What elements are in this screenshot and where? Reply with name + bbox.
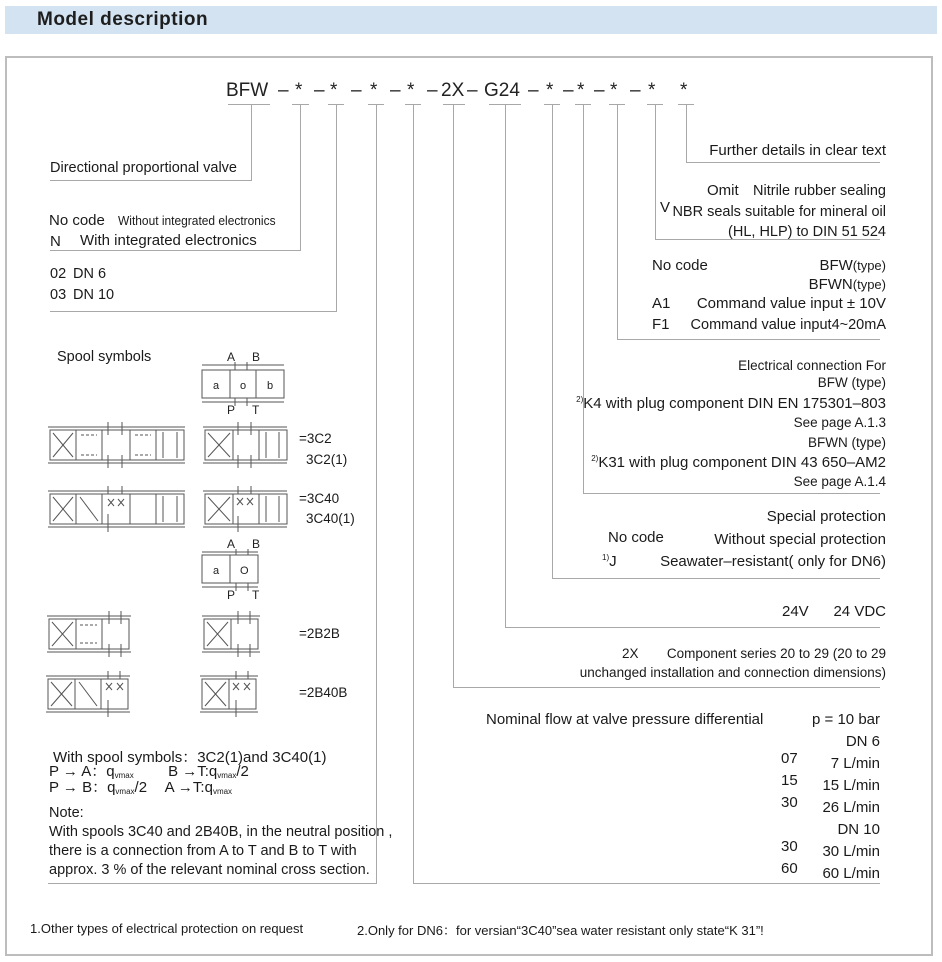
- flow-value: 60 L/min: [822, 865, 880, 882]
- note-line-3: approx. 3 % of the relevant nominal cross section.: [49, 862, 370, 878]
- page-title: Model description: [37, 9, 209, 30]
- footnote-ref: 2): [591, 454, 599, 463]
- flow-row-2-b: A →T:q: [164, 779, 213, 796]
- type-bfw: BFW: [819, 257, 853, 274]
- electrical-k4: [576, 395, 886, 412]
- electrical-k31-page: See page A.1.4: [793, 474, 886, 489]
- electronics-code-nocode: No code: [49, 212, 105, 229]
- leader-further-h: [686, 162, 880, 163]
- spool-symbol-2b40b: [200, 670, 265, 720]
- flow-code: 30: [781, 838, 798, 855]
- leader-spool: [376, 104, 377, 884]
- spool-code-3c40: =3C40: [299, 491, 340, 506]
- code-star-electrical: *: [577, 80, 585, 101]
- electronics-code-n: N: [50, 233, 61, 250]
- flow-row-2-b-sub: vmax: [212, 787, 233, 796]
- electrical-title: Electrical connection For: [738, 358, 886, 373]
- spool-symbol-3c2-full: [48, 420, 188, 470]
- size-code-03: 03: [50, 287, 67, 303]
- spool-symbol-2b2b: [202, 610, 267, 660]
- port-a-label: A: [227, 537, 236, 551]
- code-dash: –: [278, 80, 289, 101]
- code-dash: –: [351, 80, 362, 101]
- flow-value: 30 L/min: [822, 843, 880, 860]
- special-desc-j: Seawater–resistant( only for DN6): [660, 553, 886, 570]
- position-b-label: b: [267, 380, 274, 392]
- code-voltage: G24: [484, 80, 520, 101]
- spool-code-3c2: =3C2: [299, 431, 332, 446]
- code-star-electronics: *: [295, 80, 303, 101]
- leader-voltage: [505, 104, 506, 628]
- spool-symbols-title: Spool symbols: [57, 349, 152, 365]
- special-code-nocode: No code: [608, 529, 664, 546]
- flow-row-1-a: P → A：q: [49, 763, 115, 780]
- code-star-spool: *: [370, 80, 378, 101]
- leader-electrical-h: [583, 493, 880, 494]
- spool-symbol-3c40: [203, 484, 293, 534]
- port-t-label: T: [252, 403, 260, 417]
- special-title: Special protection: [766, 508, 886, 525]
- series-desc-2: unchanged installation and connection dimensions): [579, 665, 886, 680]
- electrical-k4-page: See page A.1.3: [793, 415, 886, 430]
- footnote-1: 1.Other types of electrical protection on request: [30, 921, 304, 936]
- section-header: [5, 6, 937, 34]
- leader-electrical: [583, 104, 584, 494]
- spool-code-2b40b: =2B40B: [299, 685, 348, 700]
- voltage-desc: 24 VDC: [833, 603, 886, 620]
- leader-voltage-h: [505, 627, 880, 628]
- flow-row-2-a-sub: vmax: [115, 787, 135, 796]
- underline: [443, 104, 465, 105]
- electrical-k4-text: K4 with plug component DIN EN 175301–803: [583, 395, 886, 412]
- leader-flow: [413, 104, 414, 884]
- flow-value: 15 L/min: [822, 777, 880, 794]
- seal-desc-v-1: NBR seals suitable for mineral oil: [672, 204, 886, 220]
- leader-special: [552, 104, 553, 579]
- position-o-label: o: [240, 380, 247, 392]
- code-dash: –: [594, 80, 605, 101]
- flow-row-1-b: B →T:q: [168, 763, 218, 780]
- flow-code: 60: [781, 860, 798, 877]
- electronics-desc-nocode: Without integrated electronics: [118, 213, 276, 228]
- code-dash: –: [528, 80, 539, 101]
- flow-code: 07: [781, 750, 798, 767]
- code-dash: –: [563, 80, 574, 101]
- flow-row-2-a-tail: /2: [134, 779, 148, 796]
- size-desc-03: DN 10: [73, 287, 115, 303]
- seal-code-v: V: [660, 199, 671, 216]
- spool-symbol-2b2b-full: [47, 610, 137, 660]
- leader-series-h: [453, 687, 880, 688]
- special-code-j: [602, 553, 617, 570]
- code-bfw: BFW: [226, 80, 269, 101]
- leader-electronics-h: [50, 250, 301, 251]
- valve-type-label: Directional proportional valve: [50, 160, 237, 176]
- electrical-k31: [591, 454, 886, 471]
- flow-row-1-b-sub: vmax: [217, 771, 237, 780]
- flow-code: 30: [781, 794, 798, 811]
- flow-value: 26 L/min: [822, 799, 880, 816]
- note-title: Note:: [49, 805, 84, 821]
- code-star-command: *: [610, 80, 618, 101]
- spool-symbol-3c40-full: [48, 484, 188, 534]
- note-line-2: there is a connection from A to T and B to T with: [49, 843, 357, 859]
- spool-code-3c40-1: 3C40(1): [306, 511, 355, 526]
- footnote-2: 2.Only for DN6：for versian“3C40”sea water resistant only state“K 31”!: [357, 923, 764, 938]
- code-dash: –: [390, 80, 401, 101]
- size-desc-02: DN 6: [73, 266, 107, 282]
- code-star-seals: *: [648, 80, 656, 101]
- port-p-label: P: [227, 588, 236, 602]
- special-desc-nocode: Without special protection: [714, 531, 886, 548]
- position-a-label: a: [213, 565, 220, 577]
- code-dash: –: [427, 80, 438, 101]
- flow-pressure: p = 10 bar: [812, 711, 880, 728]
- electronics-desc-n: With integrated electronics: [80, 232, 257, 249]
- note-line-1: With spools 3C40 and 2B40B, in the neutral position ,: [49, 824, 393, 840]
- code-dash: –: [630, 80, 641, 101]
- series-desc-1: Component series 20 to 29 (20 to 29: [666, 646, 886, 661]
- flow-row-1-a-sub: vmax: [114, 771, 134, 780]
- code-star-flow: *: [407, 80, 415, 101]
- type-bfwn: BFWN: [808, 276, 853, 293]
- seal-desc-omit: Nitrile rubber sealing: [753, 183, 886, 199]
- code-star-further: *: [680, 80, 688, 101]
- spool-symbol-2b40b-full: [46, 670, 136, 720]
- command-code-a1: A1: [652, 295, 671, 312]
- command-bfw-type: [819, 257, 886, 274]
- command-desc-f1: Command value input4~20mA: [690, 317, 886, 333]
- spool-reference-2pos: [200, 535, 280, 605]
- leader-command-h: [617, 339, 880, 340]
- seal-desc-v-2: (HL, HLP) to DIN 51 524: [728, 224, 886, 240]
- flow-row-2: [49, 780, 232, 800]
- leader-size-h: [50, 311, 337, 312]
- leader-valve-type: [251, 104, 252, 181]
- leader-valve-type-h: [50, 180, 252, 181]
- type-label: (type): [852, 277, 886, 292]
- leader-flow-h: [413, 883, 880, 884]
- code-dash: –: [467, 80, 478, 101]
- electrical-bfwn-type: BFWN (type): [807, 435, 886, 450]
- leader-series: [453, 104, 454, 688]
- code-star-size: *: [330, 80, 338, 101]
- spool-symbol-3c2: [203, 420, 293, 470]
- command-code-f1: F1: [652, 316, 670, 333]
- electrical-bfw-type: BFW (type): [817, 375, 886, 390]
- flow-row-1-b-tail: /2: [236, 763, 249, 780]
- footnote-ref: 2): [576, 395, 584, 404]
- command-bfwn-type: [809, 276, 886, 293]
- voltage-code: 24V: [782, 603, 809, 620]
- flow-title-right: Nominal flow at valve pressure differential: [486, 711, 764, 728]
- size-code-02: 02: [50, 266, 67, 282]
- flow-group-dn6: DN 6: [845, 733, 880, 750]
- spool-code-2b2b: =2B2B: [299, 626, 340, 641]
- flow-title: With spool symbols：3C2(1)and 3C40(1): [53, 749, 327, 766]
- flow-group-dn10: DN 10: [837, 821, 880, 838]
- code-series: 2X: [441, 80, 465, 101]
- spool-reference-3pos: [200, 348, 300, 418]
- code-star-protection: *: [546, 80, 554, 101]
- further-details-label: Further details in clear text: [709, 142, 886, 159]
- flow-value: 7 L/min: [830, 755, 880, 772]
- port-b-label: B: [252, 350, 261, 364]
- flow-row-2-a: P → B：q: [49, 779, 116, 796]
- port-b-label: B: [252, 537, 261, 551]
- spool-code-3c2-1: 3C2(1): [306, 452, 348, 467]
- flow-code: 15: [781, 772, 798, 789]
- port-p-label: P: [227, 403, 236, 417]
- leader-seals: [655, 104, 656, 240]
- position-a-label: a: [213, 380, 220, 392]
- leader-further: [686, 104, 687, 163]
- electrical-k31-text: K31 with plug component DIN 43 650–AM2: [598, 454, 886, 471]
- footnote-ref: 1): [602, 553, 610, 562]
- leader-special-h: [552, 578, 880, 579]
- underline: [228, 104, 270, 105]
- seal-code-omit: Omit: [707, 182, 739, 199]
- command-desc-a1: Command value input ± 10V: [696, 295, 886, 312]
- series-code: 2X: [622, 646, 639, 661]
- port-t-label: T: [252, 588, 260, 602]
- type-label: (type): [852, 258, 886, 273]
- port-a-label: A: [227, 350, 236, 364]
- leader-size: [336, 104, 337, 312]
- code-dash: –: [314, 80, 325, 101]
- position-o-label: O: [240, 565, 249, 577]
- leader-electronics: [300, 104, 301, 251]
- leader-spool-h: [48, 883, 377, 884]
- leader-command: [617, 104, 618, 340]
- command-code-nocode: No code: [652, 257, 708, 274]
- special-code-j-text: J: [609, 553, 617, 570]
